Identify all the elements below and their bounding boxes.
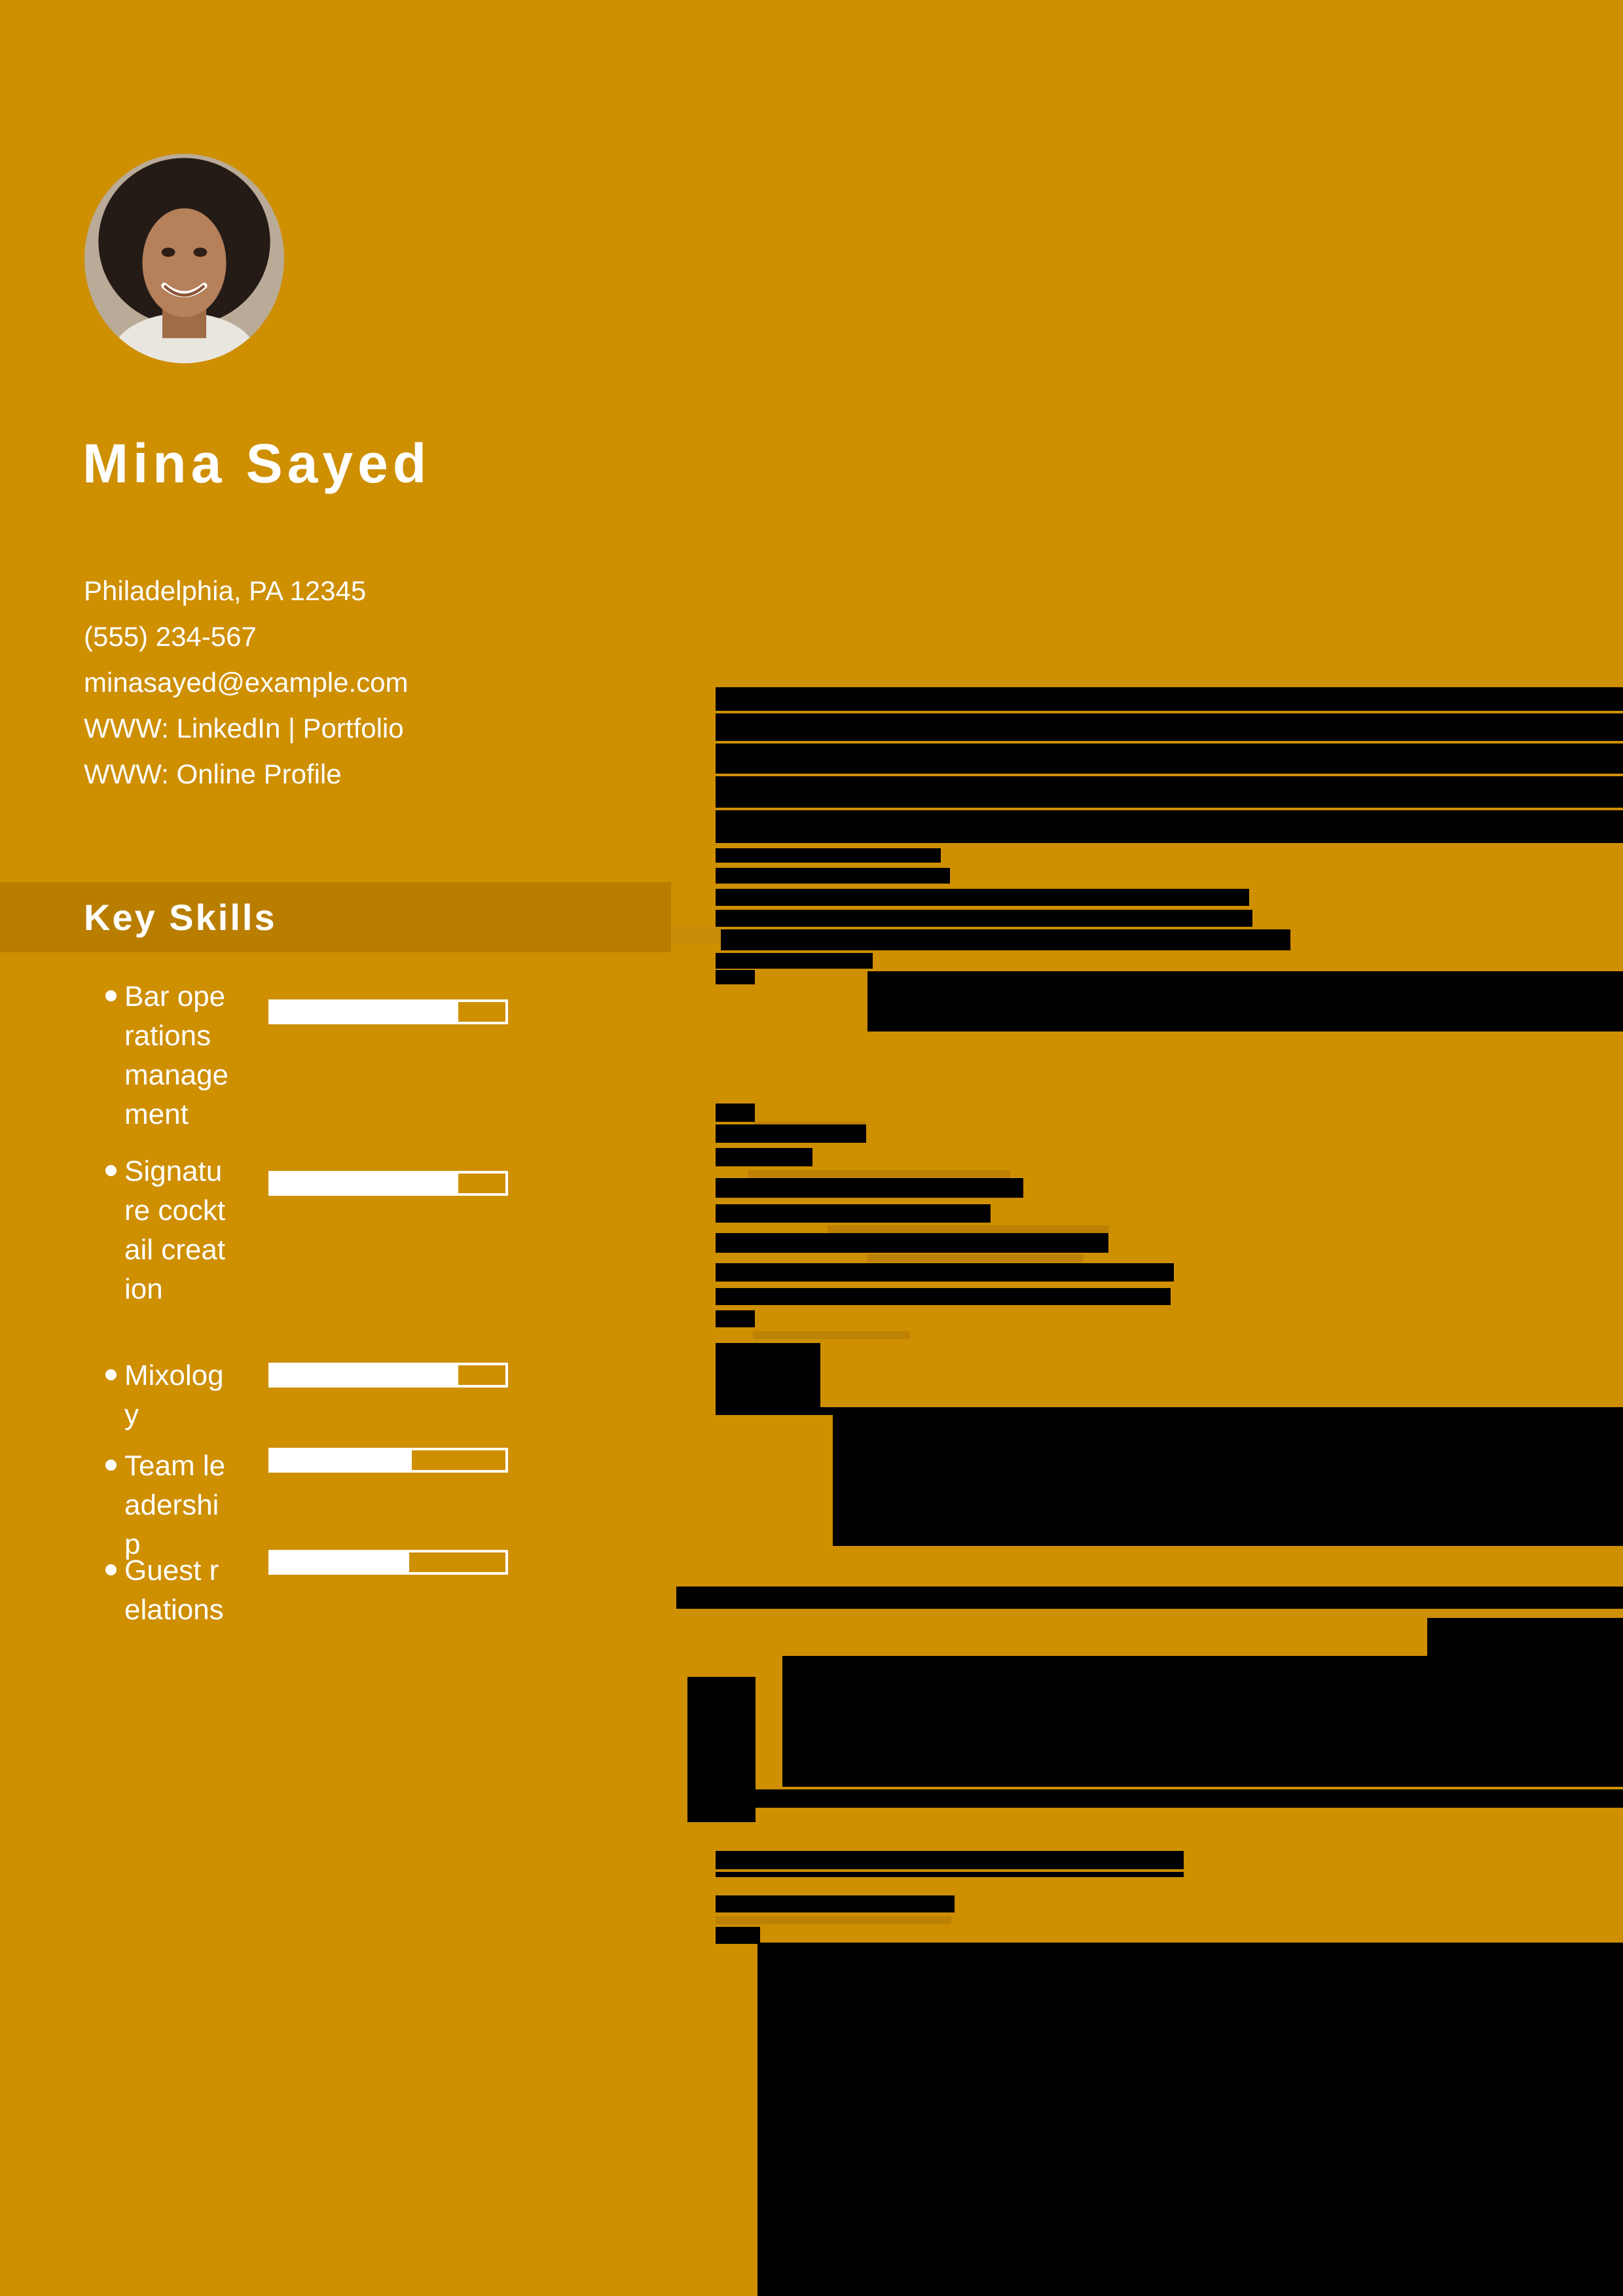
redaction-bar: [716, 1872, 1184, 1877]
redaction-bar-accent: [753, 1331, 910, 1339]
skill-level-fill: [271, 1174, 458, 1193]
redaction-bar: [716, 953, 873, 969]
redaction-bar: [716, 910, 1252, 927]
redaction-bar: [716, 1263, 1174, 1282]
contact-block: [84, 568, 409, 797]
skill-level-fill: [271, 1365, 458, 1385]
contact-phone: (555) 234-567: [84, 621, 257, 652]
headshot-placeholder-image: [84, 154, 284, 363]
redaction-bar: [867, 971, 1623, 1031]
redaction-bar: [716, 1407, 833, 1415]
redaction-bar: [757, 1943, 1623, 2296]
redaction-bar: [716, 1148, 812, 1166]
skill-level-bar: [268, 1448, 508, 1473]
skill-level-fill: [271, 1552, 409, 1572]
skill-level-fill: [271, 1450, 412, 1470]
redaction-bar-accent: [867, 1254, 1083, 1262]
redaction-bar: [716, 810, 1623, 843]
redaction-bar: [716, 1310, 755, 1327]
redaction-bar: [716, 1124, 866, 1143]
redaction-bar: [716, 744, 1623, 774]
skill-label: Signature cocktail creation: [124, 1155, 226, 1305]
contact-address: Philadelphia, PA 12345: [84, 575, 367, 606]
redaction-bar: [782, 1656, 1623, 1787]
skill-label: Bar operations management: [124, 980, 229, 1130]
skill-level-bar: [268, 999, 508, 1024]
redaction-bar: [756, 1789, 1623, 1808]
skill-level-fill: [271, 1002, 458, 1022]
bullet-icon: [105, 1369, 117, 1380]
redaction-bar: [716, 1851, 1184, 1869]
skill-level-bar: [268, 1550, 508, 1575]
skill-label: Team leadership: [124, 1450, 226, 1560]
redaction-bar: [716, 1927, 760, 1944]
candidate-name: Mina Sayed: [82, 433, 431, 494]
skill-label: Guest relations: [124, 1554, 224, 1626]
redaction-bar: [1427, 1618, 1623, 1656]
redaction-bar: [716, 1343, 820, 1407]
contact-link-linkedin-portfolio[interactable]: WWW: LinkedIn | Portfolio: [84, 713, 404, 744]
redaction-bar-accent: [671, 927, 721, 944]
redaction-bar: [721, 929, 1290, 950]
redaction-bar: [716, 1204, 991, 1223]
profile-photo: [84, 154, 284, 363]
redaction-bar: [716, 868, 950, 884]
redaction-bar: [716, 1895, 955, 1912]
bullet-icon: [105, 1460, 117, 1471]
redaction-bar: [687, 1677, 756, 1822]
redaction-bar-accent: [716, 1916, 951, 1924]
redaction-bar: [716, 1233, 1108, 1253]
redaction-bar-accent: [828, 1225, 1109, 1233]
redaction-bar: [716, 848, 941, 863]
redaction-bar: [676, 1587, 1623, 1609]
redaction-bar: [833, 1407, 1623, 1546]
redaction-bar-accent: [748, 1170, 1010, 1178]
bullet-icon: [105, 1564, 117, 1575]
redaction-bar: [716, 970, 755, 984]
redaction-bar: [716, 1288, 1171, 1305]
key-skills-section-band: [0, 882, 671, 952]
skill-level-bar: [268, 1171, 508, 1196]
redaction-bar: [716, 1178, 1023, 1198]
bullet-icon: [105, 1165, 117, 1176]
redaction-bar: [716, 713, 1623, 741]
contact-email: minasayed@example.com: [84, 667, 409, 698]
bullet-icon: [105, 990, 117, 1001]
skill-level-bar: [268, 1363, 508, 1388]
redaction-bar: [716, 776, 1623, 808]
redaction-bar: [716, 1103, 755, 1122]
key-skills-heading: Key Skills: [84, 897, 277, 938]
skill-label: Mixology: [124, 1359, 224, 1431]
redaction-bar: [716, 889, 1249, 906]
redaction-bar: [716, 687, 1623, 711]
contact-link-online-profile[interactable]: WWW: Online Profile: [84, 759, 342, 789]
